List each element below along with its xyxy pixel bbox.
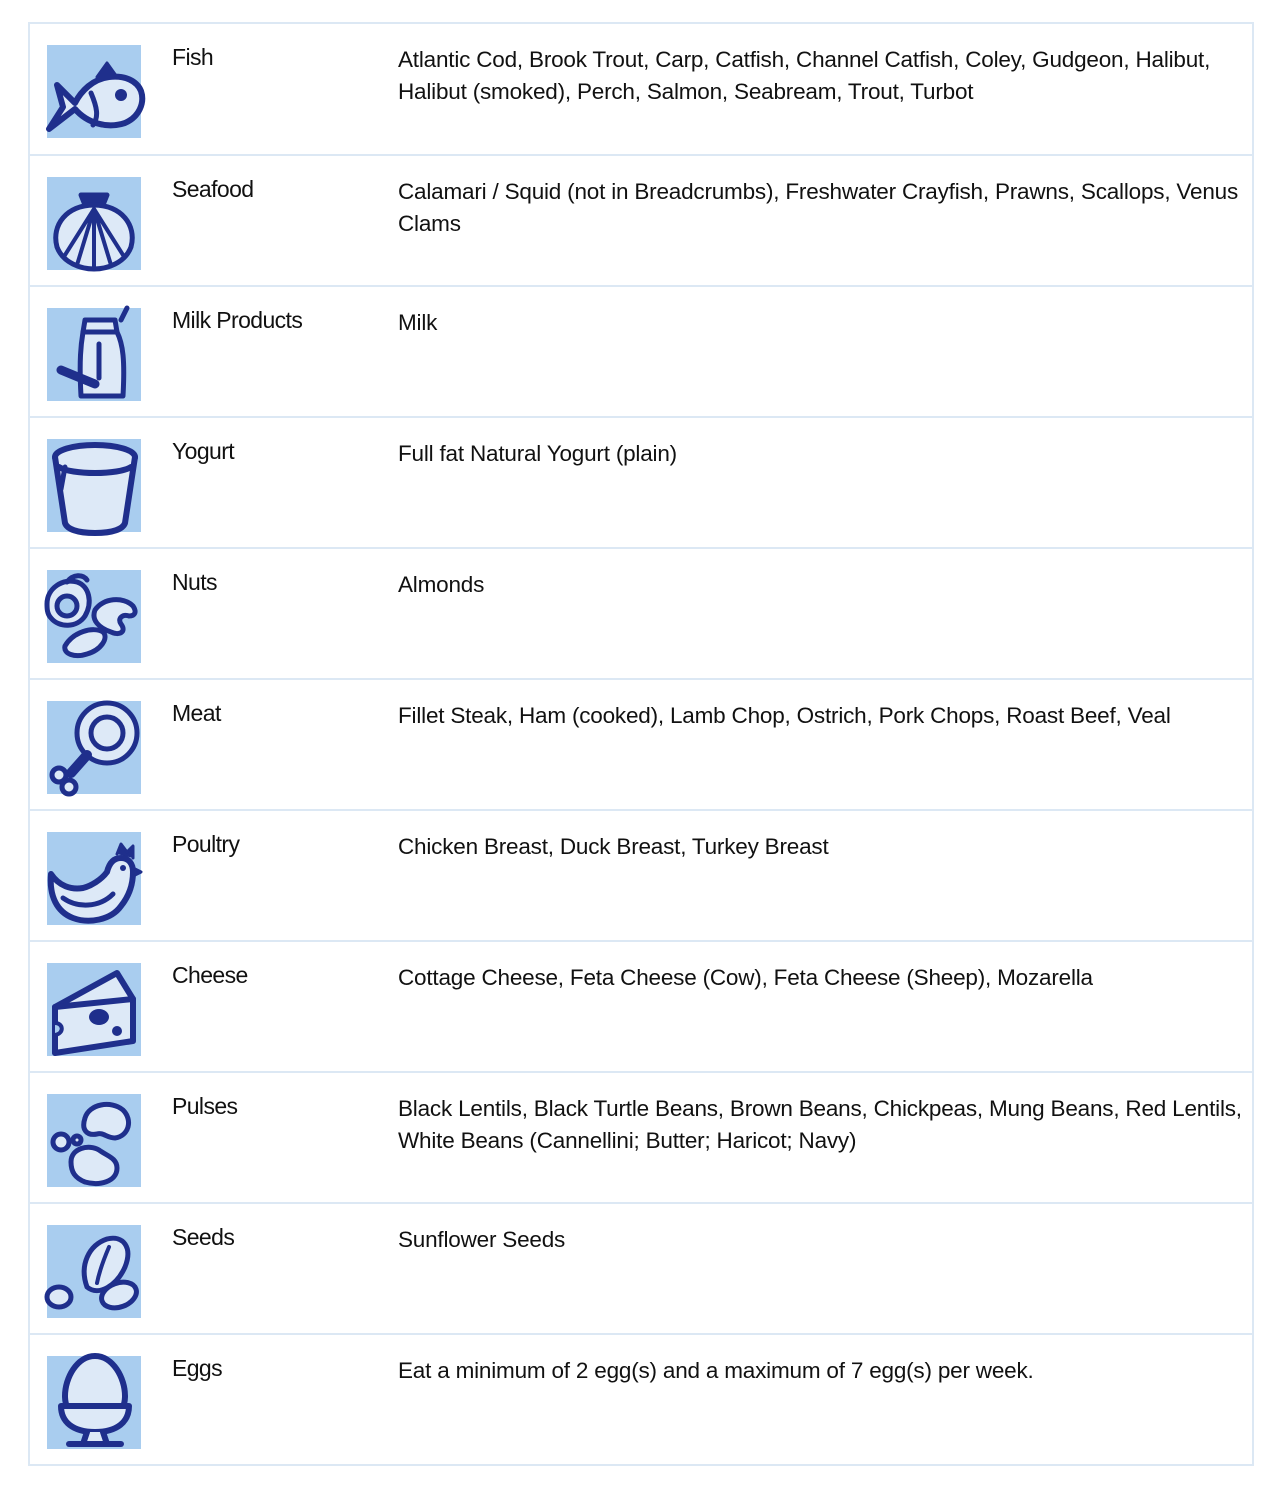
fish-icon — [47, 45, 141, 138]
category-label: Nuts — [172, 569, 217, 595]
cheese-wedge-icon — [47, 963, 141, 1056]
category-items: Sunflower Seeds — [398, 1227, 566, 1252]
category-items: Cottage Cheese, Feta Cheese (Cow), Feta Cheese (Sheep), Mozarella — [398, 965, 1093, 990]
category-items: Fillet Steak, Ham (cooked), Lamb Chop, Ostrich, Pork Chops, Roast Beef, Veal — [398, 703, 1171, 728]
milk-jug-icon — [47, 308, 141, 401]
category-items: Almonds — [398, 572, 485, 597]
category-label: Meat — [172, 700, 221, 726]
seeds-icon — [47, 1225, 141, 1318]
table-row — [30, 809, 1252, 940]
table-row — [30, 285, 1252, 416]
table-row — [30, 24, 1252, 154]
category-items: Chicken Breast, Duck Breast, Turkey Breast — [398, 834, 829, 859]
table-row — [30, 154, 1252, 285]
table-row — [30, 1071, 1252, 1202]
table-row — [30, 678, 1252, 809]
category-label: Seafood — [172, 176, 254, 202]
category-items: Full fat Natural Yogurt (plain) — [398, 441, 677, 466]
nuts-icon — [47, 570, 141, 663]
table-row — [30, 416, 1252, 547]
scallop-shell-icon — [47, 177, 141, 270]
category-label: Milk Products — [172, 307, 303, 333]
category-items: Milk — [398, 310, 438, 335]
category-label: Fish — [172, 44, 214, 70]
table-row — [30, 940, 1252, 1071]
table-row — [30, 547, 1252, 678]
category-label: Yogurt — [172, 438, 235, 464]
egg-cup-icon — [47, 1356, 141, 1449]
meat-leg-icon — [47, 701, 141, 794]
category-items: Black Lentils, Black Turtle Beans, Brown Beans, Chickpeas, Mung Beans, Red Lentils, White Beans (Cannellini; Butter; Haricot; Navy) — [398, 1096, 1242, 1153]
beans-icon — [47, 1094, 141, 1187]
yogurt-cup-icon — [47, 439, 141, 532]
category-label: Eggs — [172, 1355, 223, 1381]
category-label: Poultry — [172, 831, 240, 857]
table-row — [30, 1202, 1252, 1333]
category-items: Calamari / Squid (not in Breadcrumbs), Freshwater Crayfish, Prawns, Scallops, Venus Clams — [398, 179, 1238, 236]
table-row — [30, 1333, 1252, 1464]
food-list-table — [28, 22, 1254, 1466]
category-label: Pulses — [172, 1093, 238, 1119]
chicken-icon — [47, 832, 141, 925]
category-label: Cheese — [172, 962, 248, 988]
category-label: Seeds — [172, 1224, 235, 1250]
category-items: Eat a minimum of 2 egg(s) and a maximum of 7 egg(s) per week. — [398, 1358, 1034, 1383]
category-items: Atlantic Cod, Brook Trout, Carp, Catfish, Channel Catfish, Coley, Gudgeon, Halibut, Halibut (smoked), Perch, Salmon, Seabream, Trout, Turbot — [398, 47, 1211, 104]
